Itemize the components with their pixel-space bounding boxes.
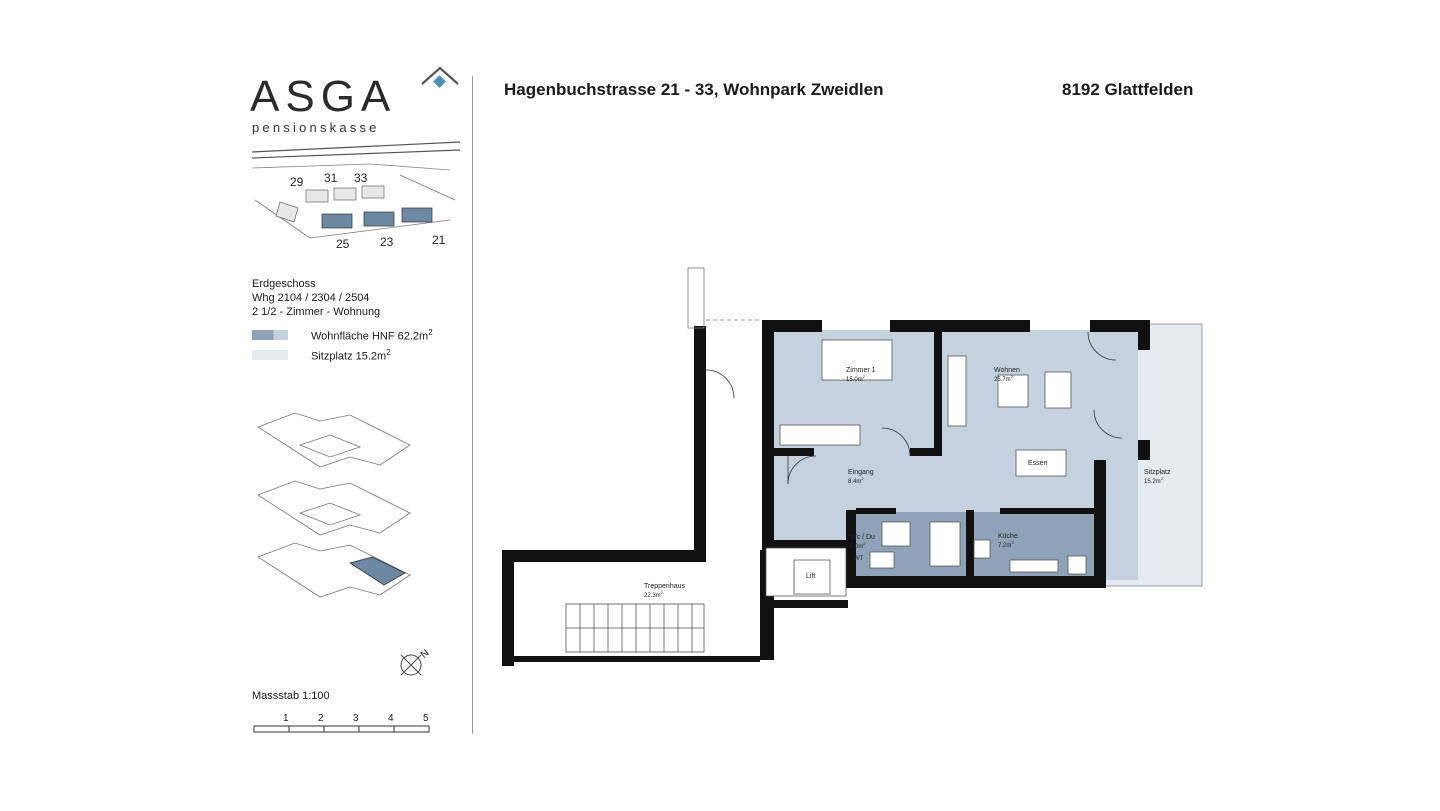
- north-label: N: [418, 647, 432, 661]
- room-wc-wt: WT: [854, 556, 864, 562]
- room-eingang-area: $8.4m^2$: [848, 476, 864, 485]
- legend-terrace: Sitzplatz $15.2m^2$: [311, 348, 391, 363]
- room-treppenhaus-area: $22.3m^2$: [644, 590, 663, 599]
- room-kueche-area: $7.2m^2$: [998, 540, 1014, 549]
- room-essen-name: Essen: [1028, 460, 1048, 467]
- room-wc-name: Wc / Du: [850, 534, 875, 541]
- room-wohnen-name: Wohnen: [994, 367, 1020, 374]
- apartment-numbers: Whg 2104 / 2304 / 2504: [252, 292, 370, 304]
- house-number-23: 23: [380, 235, 394, 249]
- house-number-33: 33: [354, 171, 368, 185]
- scale-tick-5: 5: [423, 713, 429, 724]
- logo-wordmark: ASGA: [250, 72, 397, 121]
- scale-bar: [252, 724, 432, 736]
- room-wohnen-area: $25.7m^2$: [994, 374, 1013, 383]
- logo-subtitle: pensionskasse: [252, 120, 380, 135]
- house-number-21: 21: [432, 233, 446, 247]
- scale-tick-2: 2: [318, 713, 324, 724]
- site-plan: [250, 140, 465, 255]
- legend-living: Wohnfläche HNF $62.2m^2$: [311, 328, 433, 343]
- room-wc-area: $5.0m^2$: [850, 541, 866, 550]
- room-sitzplatz-name: Sitzplatz: [1144, 469, 1171, 476]
- room-sitzplatz-area: $15.2m^2$: [1144, 476, 1163, 485]
- north-arrow-icon: [395, 645, 435, 685]
- room-zimmer-name: Zimmer 1: [846, 367, 876, 374]
- logo-roof-icon: [418, 62, 464, 92]
- house-number-29: 29: [290, 175, 304, 189]
- room-eingang-name: Eingang: [848, 469, 874, 476]
- floor-label: Erdgeschoss: [252, 278, 316, 290]
- house-number-25: 25: [336, 237, 350, 251]
- isometric-building-stack: [250, 405, 420, 605]
- floor-plan: [490, 260, 1220, 680]
- scale-tick-1: 1: [283, 713, 289, 724]
- vertical-divider: [472, 76, 473, 734]
- room-lift-name: Lift: [806, 573, 816, 580]
- house-number-31: 31: [324, 171, 338, 185]
- header-address: Hagenbuchstrasse 21 - 33, Wohnpark Zweidlen: [504, 80, 884, 99]
- scale-label: Massstab 1:100: [252, 690, 330, 702]
- scale-tick-3: 3: [353, 713, 359, 724]
- legend-swatch-terrace: [252, 350, 288, 360]
- apartment-type: 2 1/2 - Zimmer - Wohnung: [252, 306, 381, 318]
- scale-tick-4: 4: [388, 713, 394, 724]
- room-zimmer-area: $15.0m^2$: [846, 374, 865, 383]
- legend-swatch-living: [252, 330, 288, 340]
- header-city: 8192 Glattfelden: [1062, 80, 1194, 99]
- room-treppenhaus-name: Treppenhaus: [644, 583, 685, 590]
- room-kueche-name: Küche: [998, 533, 1018, 540]
